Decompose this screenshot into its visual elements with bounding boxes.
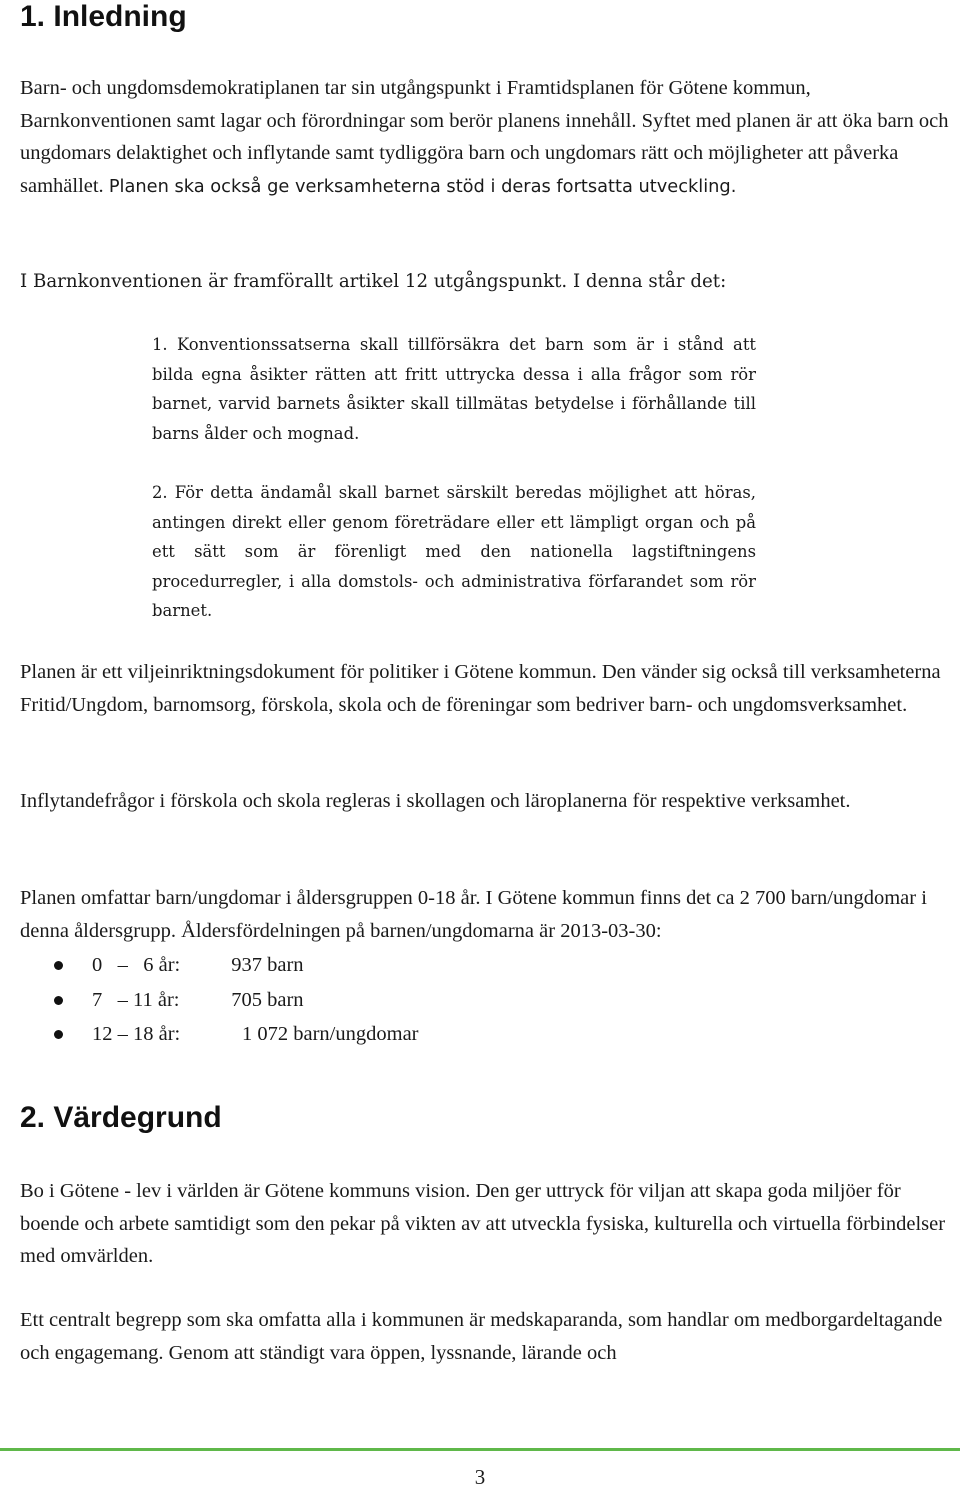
section-heading-vardegrund: 2. Värdegrund — [20, 1101, 222, 1134]
intro-paragraph — [20, 72, 958, 203]
intro-text: Barn- och ungdomsdemokratiplanen tar sin utgångspunkt i Framtidsplanen för Götene kommun, Barnkonventionen samt lagar och förordningar som berör planens innehåll. Syftet med planen är att öka barn och ungdomars delaktighet och inflytande samt tydliggöra barn och ungdomars rätt och möjligheter att påverka samhället. — [20, 77, 949, 197]
page-number: 3 — [474, 1465, 486, 1489]
convention-quote-1: 1. Konventionssatserna skall tillförsäkra det barn som är i stånd att bilda egna åsikter rätten att fritt uttrycka dessa i alla frågor som rör barnet, varvid barnets åsikter skall tillmätas betydelse i förhållande till barns ålder och mognad. — [152, 335, 756, 443]
age-paragraph: Planen omfattar barn/ungdomar i åldersgruppen 0-18 år. I Götene kommun finns det ca 2 700 barn/ungdomar i denna åldersgrupp. Åldersfördelningen på barnen/ungdomarna är 2013-03-30: — [20, 887, 927, 942]
footer-rule — [0, 1448, 960, 1451]
intro-text-sans: Planen ska också ge verksamheterna stöd i deras fortsatta utveckling. — [108, 175, 737, 197]
bullet-icon — [54, 1030, 63, 1039]
influence-paragraph: Inflytandefrågor i förskola och skola regleras i skollagen och läroplanerna för respektive verksamhet. — [20, 790, 851, 812]
list-item — [20, 1017, 620, 1052]
list-item — [20, 948, 620, 983]
list-item — [20, 983, 620, 1018]
concept-paragraph: Ett centralt begrepp som ska omfatta alla i kommunen är medskaparanda, som handlar om medborgardeltagande och engagemang. Genom att ständigt vara öppen, lyssnande, lärande och — [20, 1309, 943, 1364]
age-range: 7 – 11 år: — [92, 988, 180, 1011]
vision-paragraph: Bo i Götene - lev i världen är Götene kommuns vision. Den ger uttryck för viljan att skapa goda miljöer för boende och arbete samtidigt som den pekar på vikten av att utveckla fysiska, kulturella och virtuella förbindelser med omvärlden. — [20, 1180, 946, 1267]
article-intro-paragraph: I Barnkonventionen är framförallt artikel 12 utgångspunkt. I denna står det: — [20, 271, 727, 292]
bullet-icon — [54, 961, 63, 970]
age-range: 12 – 18 år: — [92, 1023, 181, 1045]
bullet-icon — [54, 996, 63, 1005]
age-distribution-list — [20, 948, 620, 1052]
age-count: 705 barn — [221, 988, 304, 1011]
convention-quote-2: 2. För detta ändamål skall barnet särskilt beredas möjlighet att höras, antingen direkt eller genom företrädare eller ett lämpligt organ och på ett sätt som är förenligt med den nationella lagstiftningens procedurregler, i alla domstols- och administrativa förfarandet som rör barnet. — [152, 483, 756, 621]
policy-paragraph: Planen är ett viljeinriktningsdokument för politiker i Götene kommun. Den vänder sig också till verksamheterna Fritid/Ungdom, barnomsorg, förskola, skola och de föreningar som bedriver barn- och ungdomsverksamhet. — [20, 661, 941, 716]
age-count: 937 barn — [221, 954, 304, 976]
age-count: 1 072 barn/ungdomar — [242, 1023, 419, 1045]
age-range: 0 – 6 år: — [92, 954, 181, 976]
section-heading-inledning: 1. Inledning — [20, 0, 187, 33]
